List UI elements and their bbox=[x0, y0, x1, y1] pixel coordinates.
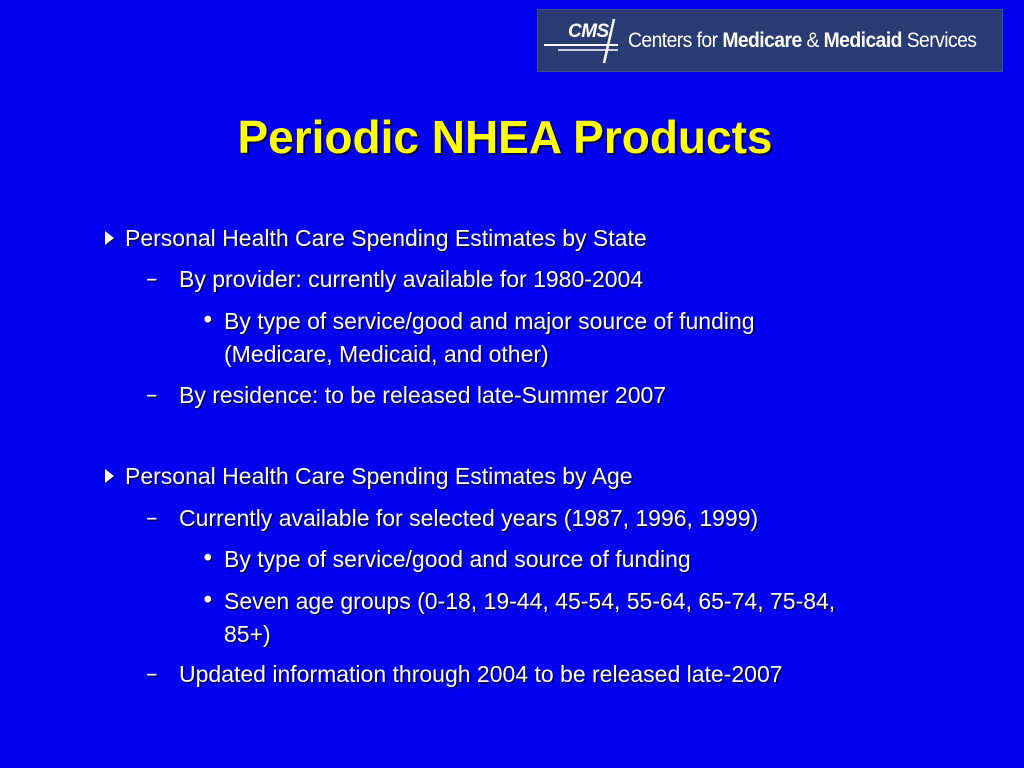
logo-text-part: Services bbox=[901, 28, 977, 52]
dash-bullet: – bbox=[146, 661, 158, 687]
dash-bullet: – bbox=[146, 382, 158, 408]
sub-list-item-continuation: 85+) bbox=[224, 621, 271, 647]
section-heading: Personal Health Care Spending Estimates by State bbox=[125, 225, 647, 251]
logo-text-part: & bbox=[801, 28, 824, 52]
list-item: Updated information through 2004 to be released late-2007 bbox=[179, 661, 783, 687]
sub-list-item: By type of service/good and source of funding bbox=[224, 546, 691, 572]
sub-list-item: Seven age groups (0-18, 19-44, 45-54, 55-64, 65-74, 75-84, bbox=[224, 588, 836, 614]
list-item: Currently available for selected years (1987, 1996, 1999) bbox=[179, 505, 759, 531]
dot-bullet: • bbox=[201, 308, 215, 334]
section-heading: Personal Health Care Spending Estimates by Age bbox=[125, 463, 633, 489]
logo-text-medicare: Medicare bbox=[722, 28, 802, 52]
list-item: By provider: currently available for 1980-2004 bbox=[179, 266, 644, 292]
triangle-bullet-icon bbox=[105, 231, 114, 245]
dot-bullet: • bbox=[201, 546, 215, 572]
sub-list-item: By type of service/good and major source of funding bbox=[224, 308, 755, 334]
slide-title: Periodic NHEA Products bbox=[237, 111, 773, 163]
logo-text-medicaid: Medicaid bbox=[823, 28, 902, 52]
dash-bullet: – bbox=[146, 505, 158, 531]
dot-bullet: • bbox=[201, 588, 215, 614]
dash-bullet: – bbox=[146, 266, 158, 292]
list-item: By residence: to be released late-Summer 2007 bbox=[179, 382, 667, 408]
logo-text-part: Centers for bbox=[628, 28, 723, 52]
triangle-bullet-icon bbox=[105, 469, 114, 483]
sub-list-item-continuation: (Medicare, Medicaid, and other) bbox=[224, 341, 549, 367]
cms-logo-mark-text: CMS bbox=[568, 21, 609, 42]
